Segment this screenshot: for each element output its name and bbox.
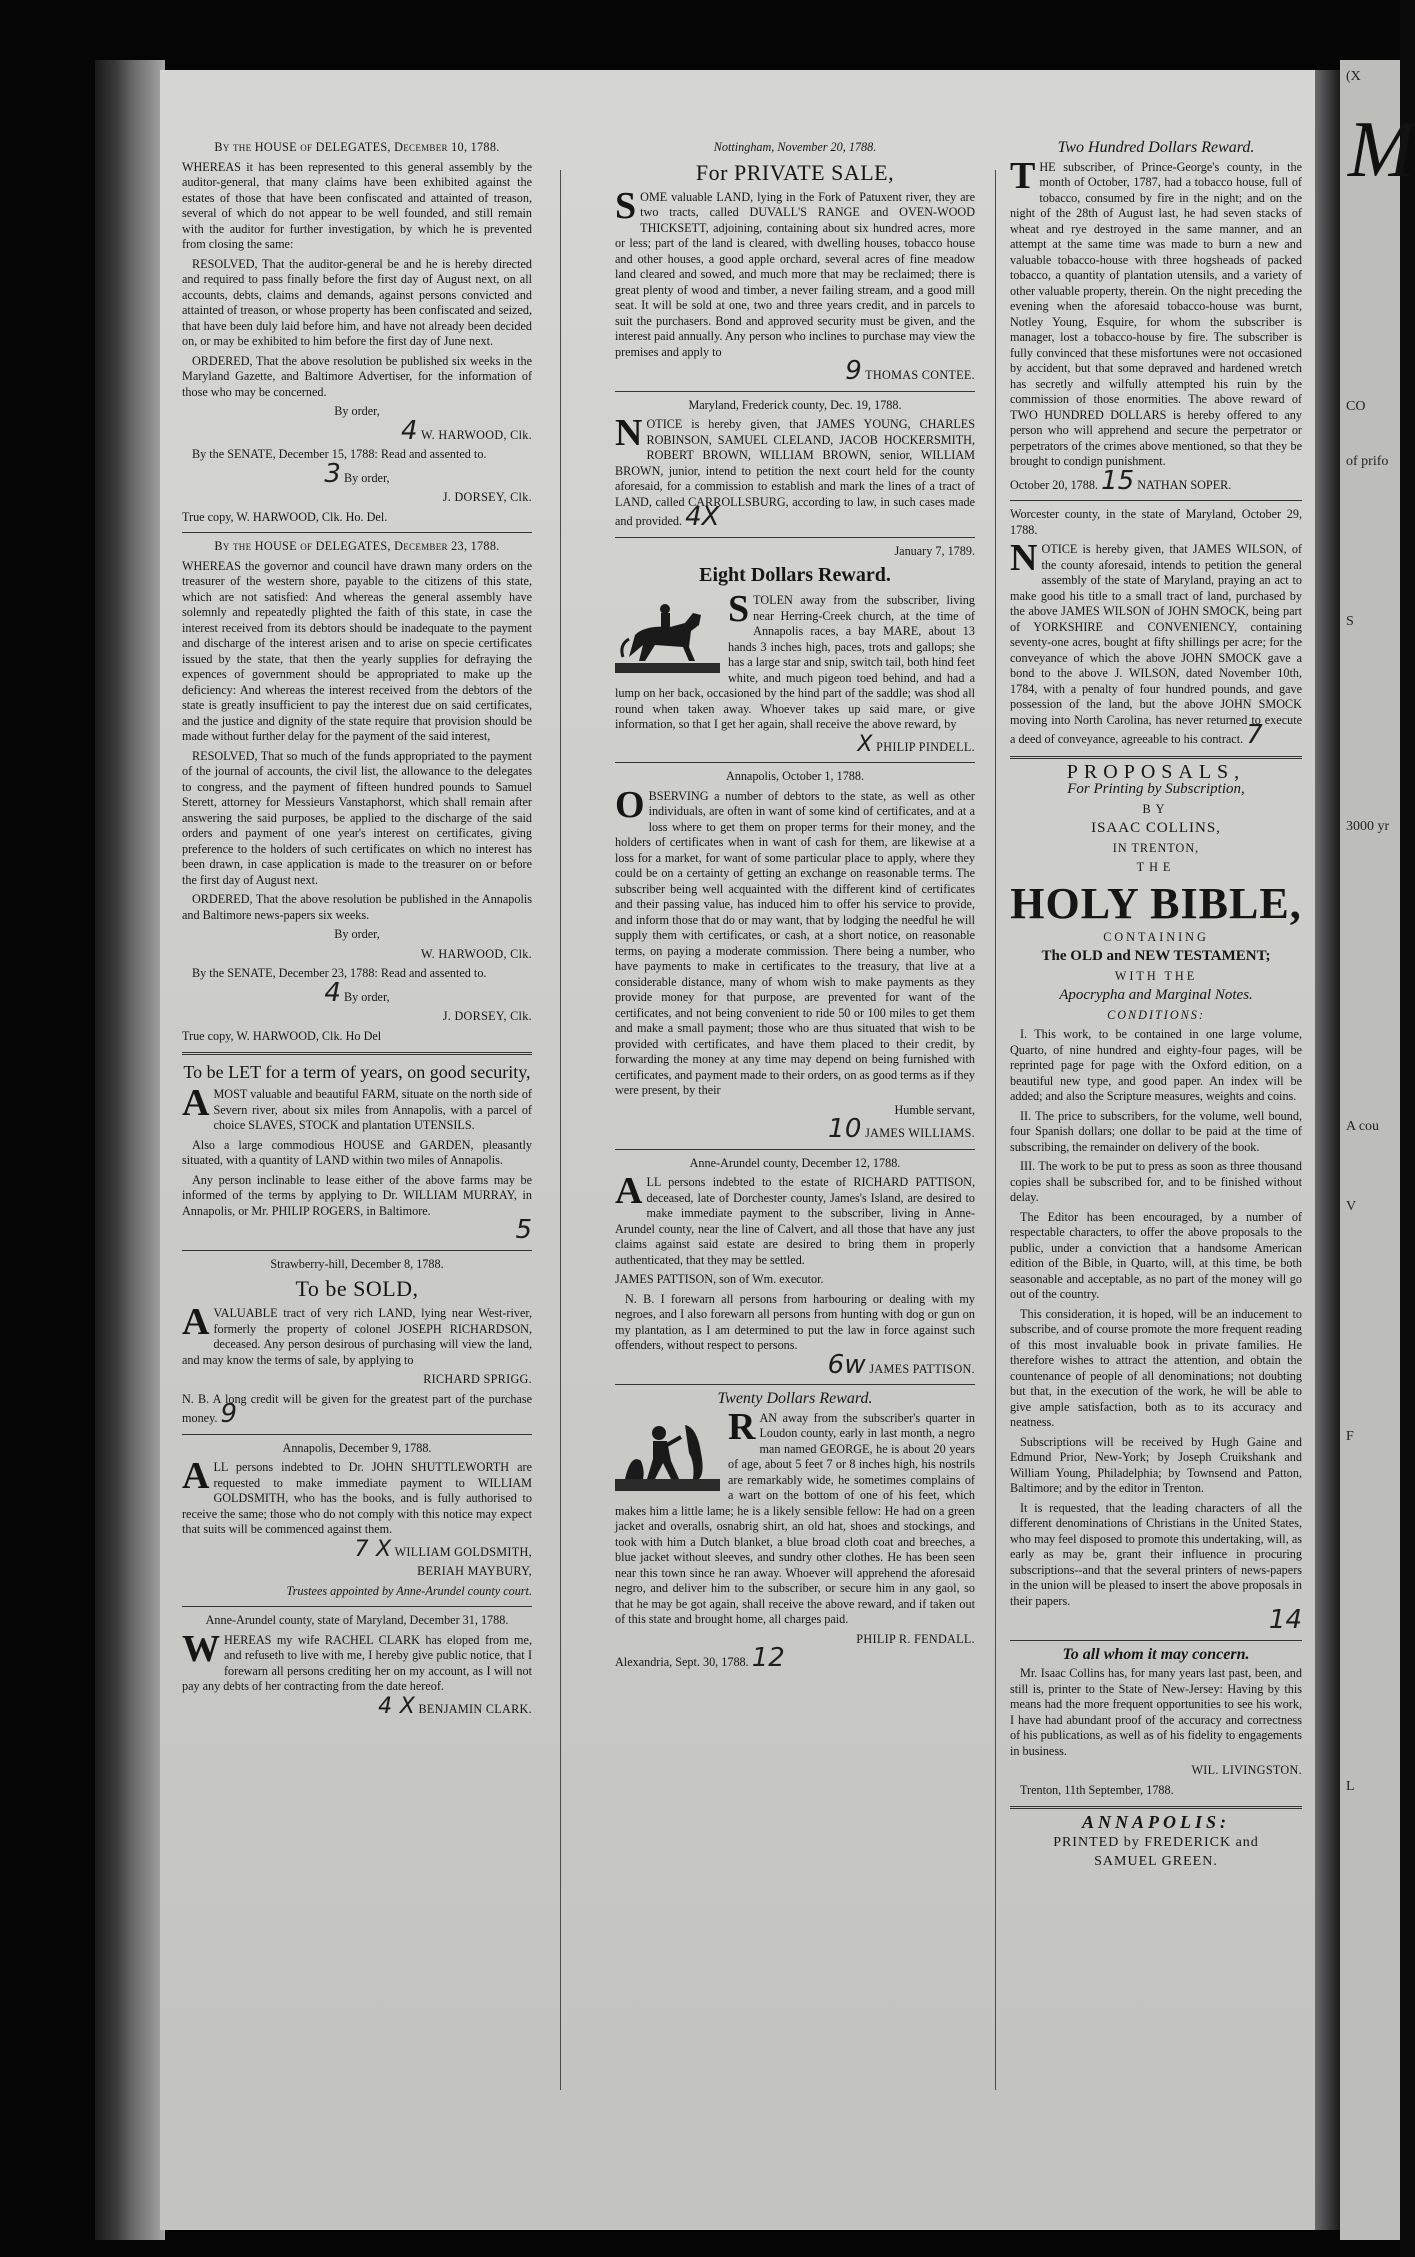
- paragraph: TOLEN away from the subscriber, living near Herring-Creek church, at the time of Annapolis races, a bay MARE, about 13 hands 3 inches high, paces, trots and gallops; she has a large star and snip, switch tail, both hind feet white, and much pigeon toed behind, and had a lump on her back, occasioned by the hind part of the saddle; was shod all round when taken away. Whoever takes up said mare, or give information, so that I get her again, shall receive the above reward, by: [615, 593, 975, 731]
- separator-rule: [615, 391, 975, 392]
- handwritten-mark: 4: [324, 977, 341, 1008]
- ad-heading: To be SOLD,: [295, 1276, 419, 1301]
- ad-heading: Eight Dollars Reward.: [699, 564, 891, 586]
- subheading: CONDITIONS:: [1107, 1007, 1205, 1022]
- signature: JAMES WILLIAMS.: [865, 1126, 975, 1140]
- ad-two-hundred-dollars-reward: [1010, 139, 1302, 496]
- handwritten-mark: 14: [1268, 1605, 1302, 1635]
- adjacent-page-header: (X: [1346, 69, 1361, 84]
- separator-rule: [182, 1434, 532, 1435]
- notice-carrollsburg: [615, 398, 975, 530]
- condition: III. The work to be put to press as soon as three thousand copies shall be subscribed for, and to be finished without delay.: [1010, 1159, 1302, 1204]
- separator-rule: [615, 1384, 975, 1385]
- separator-rule: [1010, 1640, 1302, 1641]
- signature: JAMES PATTISON.: [869, 1361, 975, 1376]
- drop-cap: A: [182, 1082, 210, 1124]
- signature: PHILIP PINDELL.: [876, 739, 975, 754]
- paragraph: By the SENATE, December 23, 1788: Read and assented to.: [192, 966, 487, 980]
- subheading: For Printing by Subscription,: [1067, 781, 1245, 797]
- separator-rule: [1010, 756, 1302, 759]
- subheading: CONTAINING: [1103, 929, 1209, 944]
- drop-cap: T: [1010, 154, 1036, 197]
- newspaper-page: [160, 70, 1315, 2230]
- handwritten-mark: 6w: [827, 1349, 866, 1380]
- paragraph: WHEREAS it has been represented to this general assembly by the auditor-general, that many claims have been exhibited against the estates of those that have been confiscated and attainted of treason, several of which do not appear to be well founded, and still remain with the auditor for further investigation, by which he is prevented from closing the same:: [182, 159, 532, 251]
- fragment: S: [1346, 614, 1354, 629]
- handwritten-mark: 9: [845, 356, 863, 386]
- ad-twenty-dollars-reward: [615, 1391, 975, 1671]
- paragraph: BSERVING a number of debtors to the state, as well as other individuals, are often in want of some kind of certificates, and at a loss where to get them on proper terms for their money, and the holders of certificates when in want of cash for them, are likewise at a loss for a market, for want of some particular place to apply, where they could be on a certainty of getting an exchange on reasonable terms. The subscriber being well acquainted with the different kind of certificates and their passing value, has induced him to offer his service to provide, and inform those that do or may want, that by lodging the needful he will supply them with certificates, or cash, at a short notice, on reasonable terms, on paying a moderate commission. There being a number, who have payments to make in certificates to the treasury, that live at a considerable distance, many of whom wish to make payments as they provide money for that purpose, are prevented for want of the certificates, and not being convenient to ride 50 or 100 miles to get them and make a small payment; those who are thus situated that wish to be provided with certificates, and have them placed to their credit, by forwarding the money at any time may depend on being furnished with certificates, and payment made to their orders, on as good terms as if they were present, by their: [615, 788, 975, 1097]
- dateline: January 7, 1789.: [894, 543, 975, 558]
- drop-cap: S: [615, 184, 637, 227]
- dateline: Anne-Arundel county, December 12, 1788.: [689, 1155, 901, 1170]
- separator-rule: [1010, 500, 1302, 501]
- bible-title: HOLY BIBLE,: [1010, 878, 1302, 928]
- dateline: Strawberry-hill, December 8, 1788.: [270, 1256, 444, 1271]
- notice-richard-pattison: [615, 1156, 975, 1378]
- separator-rule: [182, 1052, 532, 1055]
- subheading: WITH THE: [1114, 968, 1198, 983]
- column-rule: [995, 170, 996, 2090]
- notice-shuttleworth: [182, 1441, 532, 1600]
- ad-private-sale: [615, 140, 975, 384]
- fragment: of prifo: [1346, 454, 1389, 469]
- paragraph: OME valuable LAND, lying in the Fork of Patuxent river, they are two tracts, called DUVALL'S RANGE and OVEN-WOOD THICKSETT, adjoining, containing about six hundred acres, more or less; part of the land is cleared, with dwelling houses, tobacco house and other houses, a good apple orchard, several acres of fine meadow land cleared and sowed, and much more that may be reclaimed; there is great plenty of wood and timber, a never failing stream, and a good mill seat. It will be sold at one, two and three years credit, and in parcels to suit the purchasers. Bond and approved security must be given, and the interest paid annually. Any person who inclines to purchase may view the premises and apply to: [615, 189, 975, 359]
- dateline: Maryland, Frederick county, Dec. 19, 1788.: [688, 397, 902, 412]
- dateline: Alexandria, Sept. 30, 1788.: [615, 1655, 749, 1669]
- handwritten-mark: 10: [828, 1114, 862, 1144]
- page-gutter: [1315, 70, 1340, 2230]
- notice-james-wilson: [1010, 507, 1302, 748]
- dateline: Nottingham, November 20, 1788.: [713, 140, 877, 154]
- fragment: 3000 yr: [1346, 819, 1390, 834]
- ad-holy-bible-proposals: [1010, 760, 1302, 1635]
- subheading: The OLD and NEW TESTAMENT;: [1041, 948, 1271, 964]
- notice-james-williams: [615, 769, 975, 1142]
- paragraph: VALUABLE tract of very rich LAND, lying near West-river, formerly the property of colonel JOSEPH RICHARDSON, deceased. Any person desirous of purchasing will view the land, and may know the terms of sale, by applying to: [182, 1306, 532, 1367]
- paragraph: This consideration, it is hoped, will be an inducement to subscribe, and of course promote the more frequent reading of this most invaluable book in private families. He therefore wishes to attract the attention, and obtain the countenance of people of all denominations; not doubting but that, in the execution of the work, he will be able to give ample satisfaction, both as to its accuracy and neatness.: [1010, 1306, 1302, 1429]
- dateline: Worcester county, in the state of Maryland, October 29, 1788.: [1010, 507, 1302, 537]
- imprint-place: ANNAPOLIS:: [1081, 1812, 1230, 1832]
- handwritten-mark: 7: [1246, 720, 1263, 750]
- paragraph: AN away from the subscriber's quarter in Loudon county, early in last month, a negro man named GEORGE, he is about 20 years of age, about 5 feet 7 or 8 inches high, his nostrils are remarkably wide, he sometimes complains of a wart on the bottom of one of his feet, which makes him a little lame; he is a likely sensible fellow: He had on a green jacket and overalls, osnabrig shirt, an old hat, shoes and stockings, and took with him a Dutch blanket, a blue broad cloth coat and breeches, a blue jacket without sleeves, and sundry other clothes. He has been seen near this town since he ran away. Whoever will apprehend the aforesaid negro, and deliver him to the subscriber, or secure him in any gaol, so that he may be got again, shall receive the above reward, and if taken out of this state and brought home, all charges paid.: [615, 1410, 975, 1626]
- imprint-printers: PRINTED by FREDERICK and: [1053, 1834, 1259, 1850]
- signature: WILLIAM GOLDSMITH,: [394, 1544, 532, 1559]
- handwritten-mark: X: [857, 731, 873, 757]
- ad-heading: PROPOSALS,: [1066, 760, 1246, 783]
- horse-rider-woodcut-icon: [615, 595, 720, 673]
- paragraph: Also a large commodious HOUSE and GARDEN, pleasantly situated, with a quantity of LAND within two miles of Annapolis.: [182, 1137, 532, 1167]
- separator-rule: [1010, 1806, 1302, 1809]
- fragment: F: [1346, 1429, 1354, 1444]
- signature: J. DORSEY, Clk.: [442, 1009, 532, 1023]
- notice-rachel-clark: [182, 1613, 532, 1717]
- adjacent-page-edge: [1340, 60, 1415, 2240]
- true-copy: True copy, W. HARWOOD, Clk. Ho. Del.: [182, 509, 388, 524]
- true-copy: True copy, W. HARWOOD, Clk. Ho Del: [182, 1028, 382, 1043]
- paragraph: RESOLVED, That the auditor-general be and he is hereby directed and required to pass finally before the first day of August next, on all accounts, debts, claims and demands, against persons convicted and attainted of treason, or whose property has been confiscated and seized, that have been duly laid before him, and have not already been decided on, or may be exhibited to him before the first day of June next.: [182, 256, 532, 348]
- handwritten-mark: 9: [220, 1399, 238, 1429]
- by-order: By order,: [344, 989, 390, 1004]
- handwritten-mark: 4X: [685, 502, 720, 532]
- handwritten-mark: 15: [1101, 465, 1135, 496]
- dateline: Anne-Arundel county, state of Maryland, December 31, 1788.: [205, 1613, 509, 1627]
- paragraph: Any person inclinable to lease either of the above farms may be informed of the terms by applying to Dr. WILLIAM MURRAY, in Annapolis, or Mr. PHILIP ROGERS, in Baltimore.: [182, 1172, 532, 1218]
- signature: BENJAMIN CLARK.: [418, 1701, 532, 1716]
- fragment: V: [1346, 1199, 1357, 1214]
- handwritten-mark: 12: [751, 1643, 785, 1673]
- dateline: October 20, 1788.: [1010, 477, 1099, 492]
- imprint-printers: SAMUEL GREEN.: [1094, 1854, 1218, 1869]
- separator-rule: [182, 1606, 532, 1607]
- column-3: [1010, 140, 1302, 1874]
- drop-cap: N: [1010, 537, 1038, 579]
- paragraph: LL persons indebted to Dr. JOHN SHUTTLEWORTH are requested to make immediate payment to WILLIAM GOLDSMITH, who has the books, and is fully authorised to receive the same; those who do not comply with this notice may expect that suits will be commenced against them.: [182, 1460, 532, 1536]
- drop-cap: W: [182, 1627, 220, 1670]
- signature: J. DORSEY, Clk.: [442, 490, 532, 504]
- condition: II. The price to subscribers, for the volume, well bound, four Spanish dollars; one dollar to be paid at the time of subscribing, the remainder on delivery of the book.: [1010, 1108, 1302, 1154]
- ad-land-to-be-sold: [182, 1257, 532, 1427]
- subheading: Apocrypha and Marginal Notes.: [1059, 987, 1253, 1003]
- column-rule: [560, 170, 561, 2090]
- drop-cap: A: [182, 1301, 210, 1343]
- separator-rule: [182, 1250, 532, 1251]
- dateline: Annapolis, December 9, 1788.: [282, 1440, 432, 1455]
- paragraph: Subscriptions will be received by Hugh Gaine and Edmund Prior, New-York; by Joseph Cruikshank and William Young, Philadelphia; by Townsend and Patton, Baltimore; and by the editor in Trenton.: [1010, 1434, 1302, 1495]
- handwritten-mark: 7 X: [354, 1536, 392, 1562]
- drop-cap: N: [615, 412, 643, 454]
- paragraph: RESOLVED, That so much of the funds appropriated to the payment of the journal of accounts, the civil list, the allowance to the delegates to congress, and the payment of fifteen hundred pounds to Samuel Sterett, attorney for Messieurs Vanstaphorst, which shall remain after answering the said purposes, be applied to the discharge of the said orders and payment of one year's interest on certificates, giving preference to the holders of such certificates on which no interest has been drawn, in case application is made to the treasurer on or before the first day of August next.: [182, 748, 532, 887]
- signature: JAMES PATTISON, son of Wm. executor.: [615, 1272, 824, 1286]
- paragraph: OTICE is hereby given, that JAMES YOUNG, CHARLES ROBINSON, SAMUEL CLELAND, JACOB HOCKERSMITH, ROBERT BROWN, WILLIAM BROWN, senior, WILLIAM BROWN, junior, intend to petition the next court held for the county aforesaid, for a commission to establish and mark the lines of a tract of LAND, called CARROLLSBURG, according to law, in such cases made and provided.: [615, 417, 975, 528]
- dateline: Annapolis, October 1, 1788.: [725, 769, 865, 783]
- dateline: By the HOUSE of DELEGATES, December 10, 1788.: [214, 140, 500, 154]
- signature: W. HARWOOD, Clk.: [421, 946, 532, 961]
- adjacent-page-initial: M: [1348, 106, 1415, 194]
- ad-heading: To be LET for a term of years, on good security,: [183, 1062, 531, 1082]
- paragraph: ORDERED, That the above resolution be published in the Annapolis and Baltimore news-papers six weeks.: [182, 892, 532, 922]
- paragraph: The Editor has been encouraged, by a number of respectable characters, to offer the above proposals to the public, under a conviction that a handsome American edition of the Bible, in Quarto, will, at this time, be both seasonable and acceptable, as no part of the money will go out of the country.: [1010, 1209, 1302, 1301]
- fragment: CO: [1346, 399, 1366, 414]
- closing: Humble servant,: [894, 1102, 975, 1117]
- signature: WIL. LIVINGSTON.: [1191, 1763, 1302, 1777]
- drop-cap: R: [728, 1405, 756, 1448]
- paragraph: Mr. Isaac Collins has, for many years last past, been, and still is, printer to the State of New-Jersey: Having by this means had the more frequent opportunities to see his work, I have had abundant proof of the accuracy and correctness of his publications, as well as of his fidelity to engagements in business.: [1010, 1666, 1302, 1758]
- handwritten-mark: 4: [401, 415, 418, 446]
- paragraph: Trustees appointed by Anne-Arundel county court.: [286, 1583, 532, 1598]
- separator-rule: [615, 537, 975, 538]
- paragraph: MOST valuable and beautiful FARM, situate on the north side of Severn river, about six miles from Annapolis, with a parcel of choice SLAVES, STOCK and plantation UTENSILS.: [213, 1087, 532, 1132]
- notice-delegates-dec10: [182, 140, 532, 525]
- by-order: By order,: [334, 927, 380, 941]
- paragraph: ORDERED, That the above resolution be published six weeks in the Maryland Gazette, and Baltimore Advertiser, for the information of those who may be concerned.: [182, 353, 532, 399]
- by-order: By order,: [334, 404, 380, 418]
- fragment: L: [1346, 1779, 1355, 1794]
- subheading: BY: [1142, 801, 1170, 816]
- subheading: THE: [1136, 860, 1176, 874]
- ad-eight-dollars-reward: [615, 544, 975, 756]
- paragraph: HEREAS my wife RACHEL CLARK has eloped from me, and refuseth to live with me, I hereby give public notice, that I forewarn all persons crediting her on my account, as I will not pay any debts of her contracting from the date hereof.: [182, 1632, 532, 1693]
- subheading: ISAAC COLLINS,: [1091, 820, 1221, 836]
- paragraph: By the SENATE, December 15, 1788: Read and assented to.: [192, 447, 487, 461]
- signature: BERIAH MAYBURY,: [417, 1564, 532, 1578]
- signature: NATHAN SOPER.: [1137, 477, 1232, 492]
- separator-rule: [615, 762, 975, 763]
- separator-rule: [182, 532, 532, 533]
- paragraph: N. B. I forewarn all persons from harbouring or dealing with my negroes, and I also forewarn all persons from hunting with dog or gun on my plantation, as I am determined to put the law in force against such offenders, without respect to persons.: [615, 1291, 975, 1352]
- book-binding: [95, 60, 165, 2240]
- drop-cap: O: [615, 783, 645, 826]
- paragraph: WHEREAS the governor and council have drawn many orders on the treasurer of the western shore, payable to the citizens of this state, which are not satisfied: And whereas the general assembly have solemnly and repeatedly plighted the faith of this state, in case the interest received from its debtors should be inadequate to the payment and discharge of the interest arisen and to arise on specie certificates issued by the state, that then the yearly supplies for defraying the expences of government should be appropriated to make up the deficiency: And whereas the interest received from the debtors of the state is greatly insufficient to pay the interest due on said certificates, and the justice and dignity of the state require that provision should be made without further delay for the payment of the said interest,: [182, 558, 532, 743]
- imprint: [1010, 1812, 1302, 1870]
- drop-cap: A: [615, 1170, 643, 1212]
- subheading: IN TRENTON,: [1112, 840, 1200, 855]
- fragment: A cou: [1346, 1119, 1380, 1134]
- drop-cap: S: [728, 588, 750, 630]
- ad-farm-to-let: [182, 1061, 532, 1243]
- ad-heading: Two Hundred Dollars Reward.: [1057, 139, 1255, 156]
- paragraph: It is requested, that the leading characters of all the different denominations of Christians in the United States, who may feel disposed to promote this undertaking, will, as early as may be, grant their influence in procuring subscriptions--and that the several printers of news-papers in the union will be pleased to insert the above proposals in their papers.: [1010, 1500, 1302, 1608]
- notice-to-all-whom-it-may-concern: [1010, 1647, 1302, 1799]
- paragraph: N. B. A long credit will be given for the greatest part of the purchase money.: [182, 1391, 532, 1425]
- handwritten-mark: 5: [515, 1215, 532, 1245]
- paragraph: OTICE is hereby given, that JAMES WILSON, of the county aforesaid, intends to petition the general assembly of the state of Maryland, praying an act to make good his title to a small tract of land, purchased by the above JAMES WILSON of JOHN SMOCK, being part of YORKSHIRE and CONVENIENCY, containing seventy-one acres, bought at fifty shillings per acre; for the conveyance of which the above JOHN SMOCK gave a bond to the above J. WILSON, dated November 10th, 1784, with a penalty of four hundred pounds, and gave possession of the land, but the above JOHN SMOCK moving into North Carolina, has never returned to execute a deed of conveyance, agreeable to his contract.: [1010, 542, 1302, 746]
- drop-cap: A: [182, 1455, 210, 1497]
- paragraph: LL persons indebted to the estate of RICHARD PATTISON, deceased, late of Dorchester county, James's Island, are desired to make immediate payment to the subscriber, living in Anne-Arundel county, near the line of Calvert, and all those that have any just claims against said estate are desired to bring them in properly authenticated, that they may be settled.: [615, 1175, 975, 1267]
- signature: PHILIP R. FENDALL.: [856, 1631, 975, 1646]
- handwritten-mark: 3: [324, 458, 341, 489]
- ad-heading: For PRIVATE SALE,: [695, 159, 895, 185]
- column-1: [182, 140, 532, 1721]
- condition: I. This work, to be contained in one large volume, Quarto, of nine hundred and eighty-four pages, will be reprinted page for page with the Oxford edition, on a beautiful new type, and good paper. An index will be added; and also the Scripture measures, weights and coins.: [1010, 1027, 1302, 1103]
- dateline: By the HOUSE of DELEGATES, December 23, 1788.: [214, 539, 500, 553]
- handwritten-mark: 4 X: [378, 1693, 416, 1719]
- notice-delegates-dec23: [182, 539, 532, 1044]
- by-order: By order,: [344, 470, 390, 485]
- runaway-figure-woodcut-icon: [615, 1413, 720, 1491]
- separator-rule: [615, 1149, 975, 1150]
- signature: THOMAS CONTEE.: [865, 368, 975, 382]
- paragraph: HE subscriber, of Prince-George's county, in the month of October, 1787, had a tobacco house, full of tobacco, consumed by fire in the night; and on the night of the 28th of August last, he had seven stacks of wheat and rye destroyed in the same manner, and an attempt at the same time was made to burn a new and valuable tobacco-house with three hogsheads of packed tobacco, a quantity of plantation utensils, and a variety of other valuable property, therein. On the night preceding the evening when the aforesaid tobacco-house was burnt, Notley Young, Esquire, for whom the subscriber is manager, lost a tobacco-house by fire. The subscriber is fully convinced that these misfortunes were not occasioned by accident, but that some depraved and hardened wretch has secretly and wilfully attempted his ruin by the commission of those enormities. The above reward of TWO HUNDRED DOLLARS is hereby offered to any person who will apprehend and secure the perpetrator or perpetrators of the crimes above mentioned, so that they be brought to condign punishment.: [1010, 159, 1302, 468]
- signature: W. HARWOOD, Clk.: [421, 427, 532, 442]
- signature: RICHARD SPRIGG.: [423, 1372, 532, 1386]
- dateline: Trenton, 11th September, 1788.: [1020, 1782, 1174, 1797]
- column-2: [615, 140, 975, 1675]
- ad-heading: Twenty Dollars Reward.: [717, 1390, 873, 1407]
- ad-heading: To all whom it may concern.: [1062, 1645, 1250, 1663]
